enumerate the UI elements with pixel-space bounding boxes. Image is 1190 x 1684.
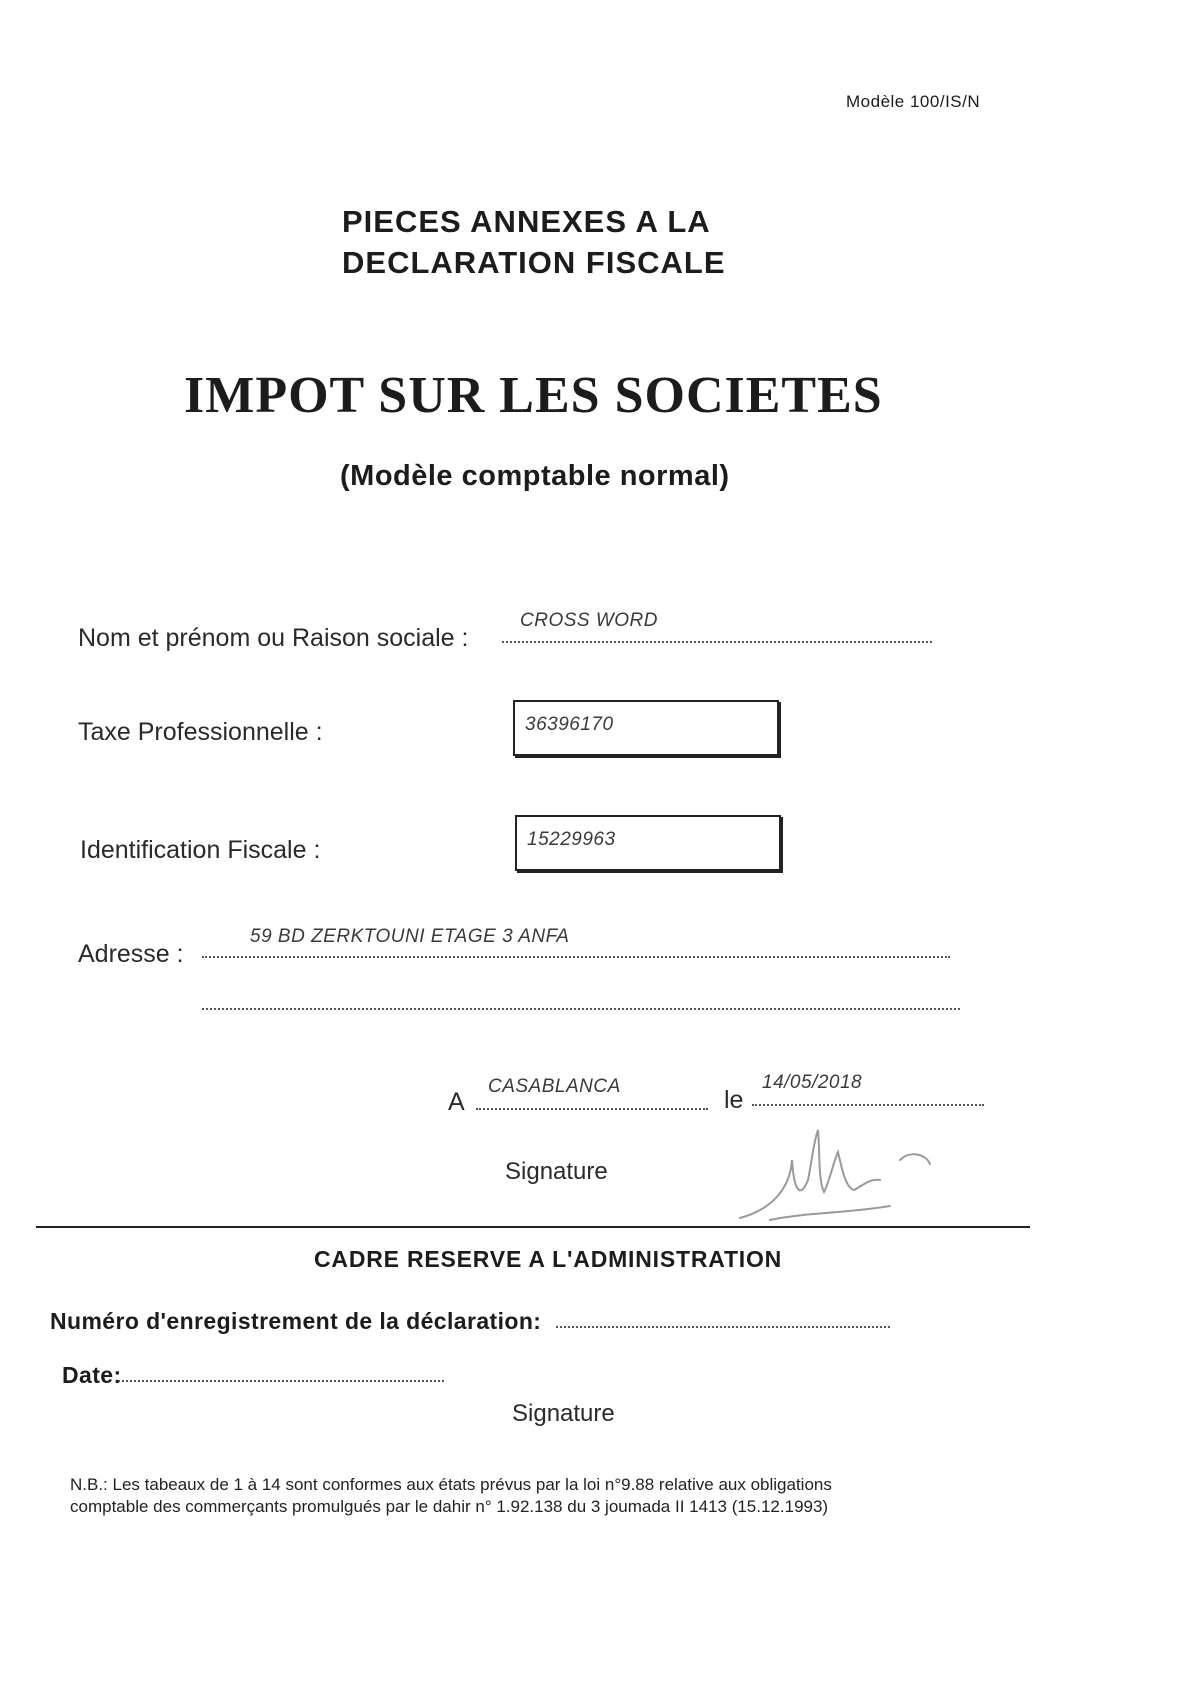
footnote <box>70 1474 832 1518</box>
tp-field[interactable] <box>513 700 779 756</box>
admin-title: CADRE RESERVE A L'ADMINISTRATION <box>314 1246 783 1272</box>
footnote-line-2: comptable des commerçants promulgués par le dahir n° 1.92.138 du 3 joumada II 1413 (15.12.1993) <box>70 1497 829 1516</box>
signature-label: Signature <box>505 1158 608 1185</box>
if-label: Identification Fiscale : <box>80 836 321 864</box>
company-value[interactable]: CROSS WORD <box>520 610 658 631</box>
admin-signature-label: Signature <box>512 1400 615 1427</box>
if-value: 15229963 <box>527 829 616 850</box>
title-line-1: PIECES ANNEXES A LA <box>342 204 711 239</box>
registration-label: Numéro d'enregistrement de la déclaration: <box>50 1308 542 1334</box>
admin-date-dotted-line[interactable] <box>118 1380 444 1382</box>
footnote-line-1: N.B.: Les tabeaux de 1 à 14 sont conformes aux états prévus par la loi n°9.88 relative aux obligations <box>70 1475 832 1494</box>
subtitle: (Modèle comptable normal) <box>340 460 730 492</box>
date-dotted-line <box>752 1104 984 1106</box>
address-label: Adresse : <box>78 940 184 968</box>
model-reference: Modèle 100/IS/N <box>846 92 981 111</box>
address-dotted-line-2 <box>202 1008 960 1010</box>
place-value[interactable]: CASABLANCA <box>488 1076 621 1097</box>
separator-line <box>36 1226 1030 1228</box>
company-dotted-line <box>502 641 932 643</box>
address-value[interactable]: 59 BD ZERKTOUNI ETAGE 3 ANFA <box>250 926 570 947</box>
if-field[interactable] <box>515 815 781 871</box>
tp-label: Taxe Professionnelle : <box>78 718 323 746</box>
date-value[interactable]: 14/05/2018 <box>762 1072 863 1093</box>
title-line-2: DECLARATION FISCALE <box>342 245 726 280</box>
admin-date-label: Date: <box>62 1362 122 1388</box>
company-label: Nom et prénom ou Raison sociale : <box>78 624 469 652</box>
place-label: A <box>448 1088 465 1116</box>
tp-value: 36396170 <box>525 714 614 735</box>
registration-dotted-line[interactable] <box>556 1326 890 1328</box>
date-label: le <box>724 1086 744 1114</box>
handwritten-signature <box>730 1120 950 1230</box>
main-title: IMPOT SUR LES SOCIETES <box>184 367 883 424</box>
address-dotted-line-1 <box>202 956 950 958</box>
place-dotted-line <box>476 1108 708 1110</box>
